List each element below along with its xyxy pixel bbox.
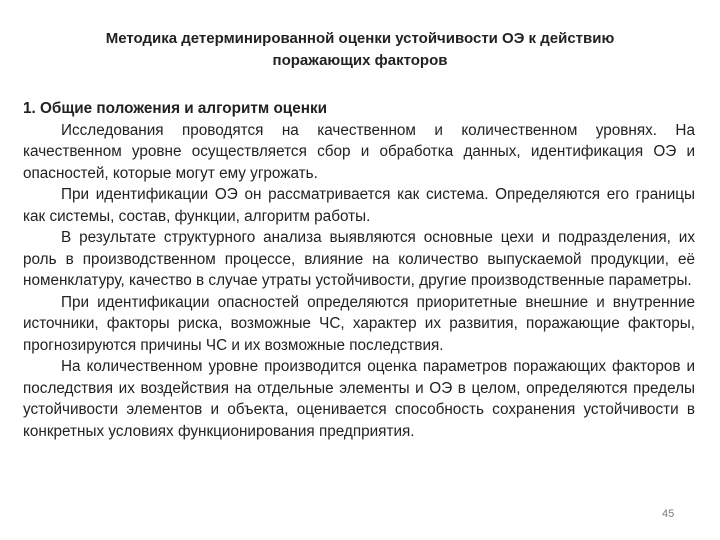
slide-title: Методика детерминированной оценки устойчивости ОЭ к действию поражающих факторов [105,30,615,69]
slide-body [23,98,695,442]
paragraph-3: В результате структурного анализа выявляются основные цехи и подразделения, их роль в производственном процессе, влияние на количество выпускаемой продукции, её номенклатуру, качество в случае утраты устойчивости, другие производственные параметры. [23,229,695,289]
paragraph-5: На количественном уровне производится оценка параметров поражающих факторов и последствия их воздействия на отдельные элементы и ОЭ в целом, определяются пределы устойчивости элементов и объекта, оценивается способность сохранения устойчивости в конкретных условиях функционирования предприятия. [23,358,695,440]
section-heading: 1. Общие положения и алгоритм оценки [23,100,328,117]
paragraph-4: При идентификации опасностей определяются приоритетные внешние и внутренние источники, факторы риска, возможные ЧС, характер их развития, поражающие факторы, прогнозируются причины ЧС и их возможные последствия. [23,293,695,354]
page-number: 45 [662,508,675,520]
paragraph-2: При идентификации ОЭ он рассматривается как система. Определяются его границы как системы, состав, функции, алгоритм работы. [23,186,695,225]
paragraph-1: Исследования проводятся на качественном и количественном уровнях. На качественном уровне осуществляется сбор и обработка данных, идентификация ОЭ и опасностей, которые могут ему угрожать. [23,121,695,182]
